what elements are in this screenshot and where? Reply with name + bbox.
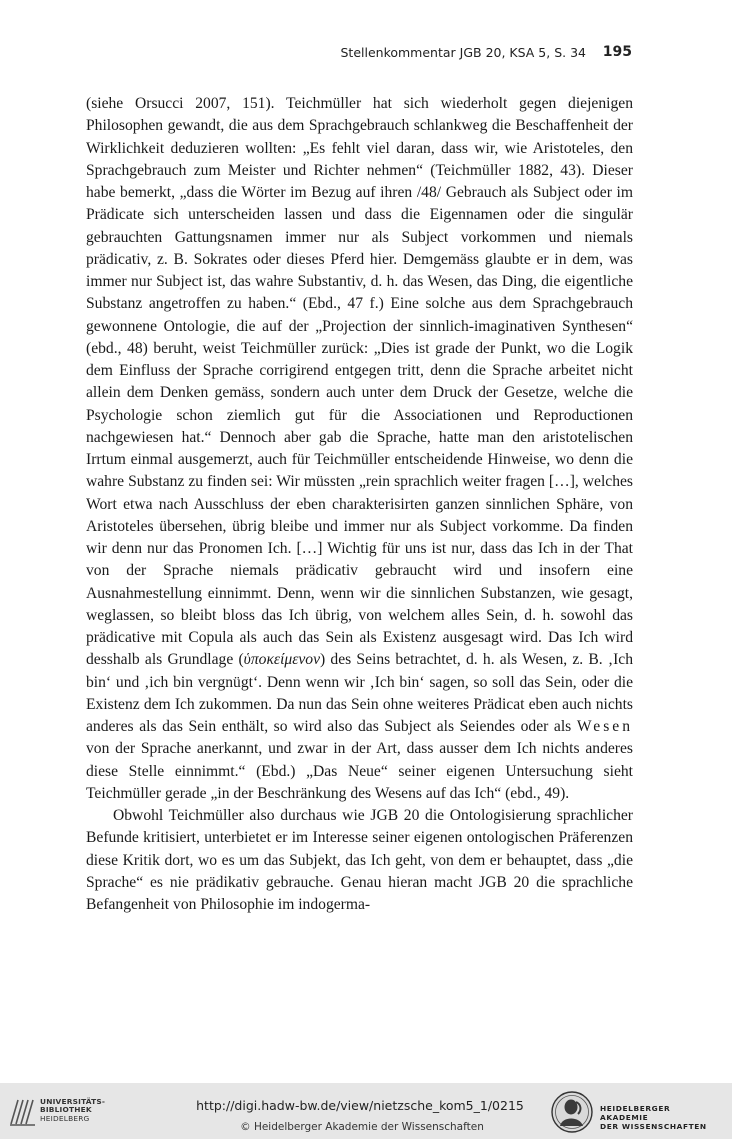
ub-logo-line-3: HEIDELBERG bbox=[40, 1113, 90, 1123]
paragraph-1-part-1: (siehe Orsucci 2007, 151). Teichmüller hat sich wiederholt gegen diejenigen Philosophen gewandt, die aus dem Sprachgebrauch schlankweg die Beschaffenheit der Wirklichkeit deduzieren wollten: „Es fehlt viel daran, dass wir, wie Aristoteles, den Sprachgebrauch zum Meister und Richter nehmen“ (Teichmüller 1882, 43). Dieser habe bemerkt, „dass die Wörter im Bezug auf ihren /48/ Gebrauch als Subject oder im Prädicate sich unterscheiden lassen und dass die Eigennamen oder die singulär gebrauchten Gattungsnamen immer nur als Subject vorkommen und niemals prädicativ, z. B. Sokrates oder dieses Pferd hier. Demgemäss glaubte er in dem, was immer nur Subject ist, das wahre Substantiv, d. h. das Wesen, das Ding, die eigentliche Substanz angetroffen zu haben.“ (Ebd., 47 f.) Eine solche aus dem Sprachgebrauch gewonnene Ontologie, die auf der „Projection der sinnlich-imaginativen Synthesen“ (ebd., 48) beruht, weist Teichmüller zurück: „Dies ist grade der Punkt, wo die Logik dem Einfluss der Sprache corrigirend entgegen tritt, denn die Sprache arbeitet nicht allein dem Denken gemäss, sondern auch unter dem Druck der Gesetze, welche die Psychologie schon ziemlich gut für die Associationen und Reproductionen nachgewiesen hat.“ Dennoch aber gab die Sprache, hatte man den aristotelischen Irrtum einmal ausgemerzt, auch für Teichmüller entscheidende Hinweise, wo denn die wahre Substanz zu finden sei: Wir müssten „rein sprachlich weiter fragen […], welches Wort etwa nach Ausschluss der eben charakterisirten ganzen sinnlichen Sphäre, von Aristoteles übersehen, übrig bleibe und immer nur als Subject vorkomme. Da finden wir denn nur das Pronomen Ich. […] Wichtig für uns ist nur, dass das Ich in der That von der Sprache niemals prädicativ gebraucht wird und insofern eine Ausnahmestellung einnimmt. Denn, wenn wir die sinnlichen Substanzen, wie gesagt, weglassen, so bleibt bloss das Ich übrig, von welchem alles Sein, d. h. sowohl das prädicative mit Copula als auch das Sein als Existenz ausgesagt wird. Das Ich wird desshalb als Grundlage ( bbox=[86, 95, 633, 669]
letterspaced-word: Wesen bbox=[576, 718, 633, 735]
page-number: 195 bbox=[602, 44, 632, 60]
footer-bar bbox=[0, 1083, 732, 1139]
greek-term: ὑποκείμενον bbox=[243, 651, 321, 669]
academy-logo-line-2: DER WISSENSCHAFTEN bbox=[600, 1122, 707, 1131]
running-header bbox=[86, 44, 632, 64]
paragraph-1-part-3: von der Sprache anerkannt, und zwar in der Art, dass ausser dem Ich nichts anderes diese Stelle einnimmt.“ (Ebd.) „Das Neue“ seiner eigenen Untersuchung sieht Teichmüller gerade „in der Beschränkung des Wesens auf das Ich“ (ebd., 49). bbox=[86, 740, 633, 802]
paragraph-1-part-2: ) des Seins betrachtet, d. h. als Wesen, z. B. ‚Ich bin‘ und ‚ich bin vergnügt‘. Denn wenn wir ‚Ich bin‘ sagen, so soll das Sein, oder die Existenz dem Ich zukommen. Da nun das Sein ohne weiteres Prädicat eben auch nichts anderes als das Sein enthält, so wird also das Subject als Seiendes oder als bbox=[86, 651, 633, 735]
paragraph-2: Obwohl Teichmüller also durchaus wie JGB 20 die Ontologisierung sprachlicher Befunde kritisiert, unterbietet er im Interesse seiner eigenen ontologischen Präferenzen diese Kritik dort, wo es um das Subjekt, das Ich geht, von dem er behauptet, dass „die Sprache“ es nie prädikativ gebrauche. Genau hieran macht JGB 20 die sprachliche Befangenheit von Philosophie im indogerma- bbox=[86, 807, 633, 913]
copyright-notice: © Heidelberger Akademie der Wissenschaften bbox=[240, 1121, 484, 1133]
academy-medallion-icon bbox=[550, 1090, 594, 1134]
academy-logo[interactable] bbox=[550, 1090, 720, 1134]
page-body bbox=[86, 93, 633, 916]
ub-logo-line-1: UNIVERSITÄTS- bbox=[40, 1097, 106, 1106]
paragraph-1 bbox=[86, 93, 633, 805]
ub-logo-line-2: BIBLIOTHEK bbox=[40, 1105, 92, 1115]
running-title: Stellenkommentar JGB 20, KSA 5, S. 34 bbox=[340, 45, 586, 60]
academy-logo-line-1: HEIDELBERGER AKADEMIE bbox=[600, 1104, 671, 1122]
source-url-link[interactable]: http://digi.hadw-bw.de/view/nietzsche_kom5_1/0215 bbox=[196, 1098, 524, 1113]
